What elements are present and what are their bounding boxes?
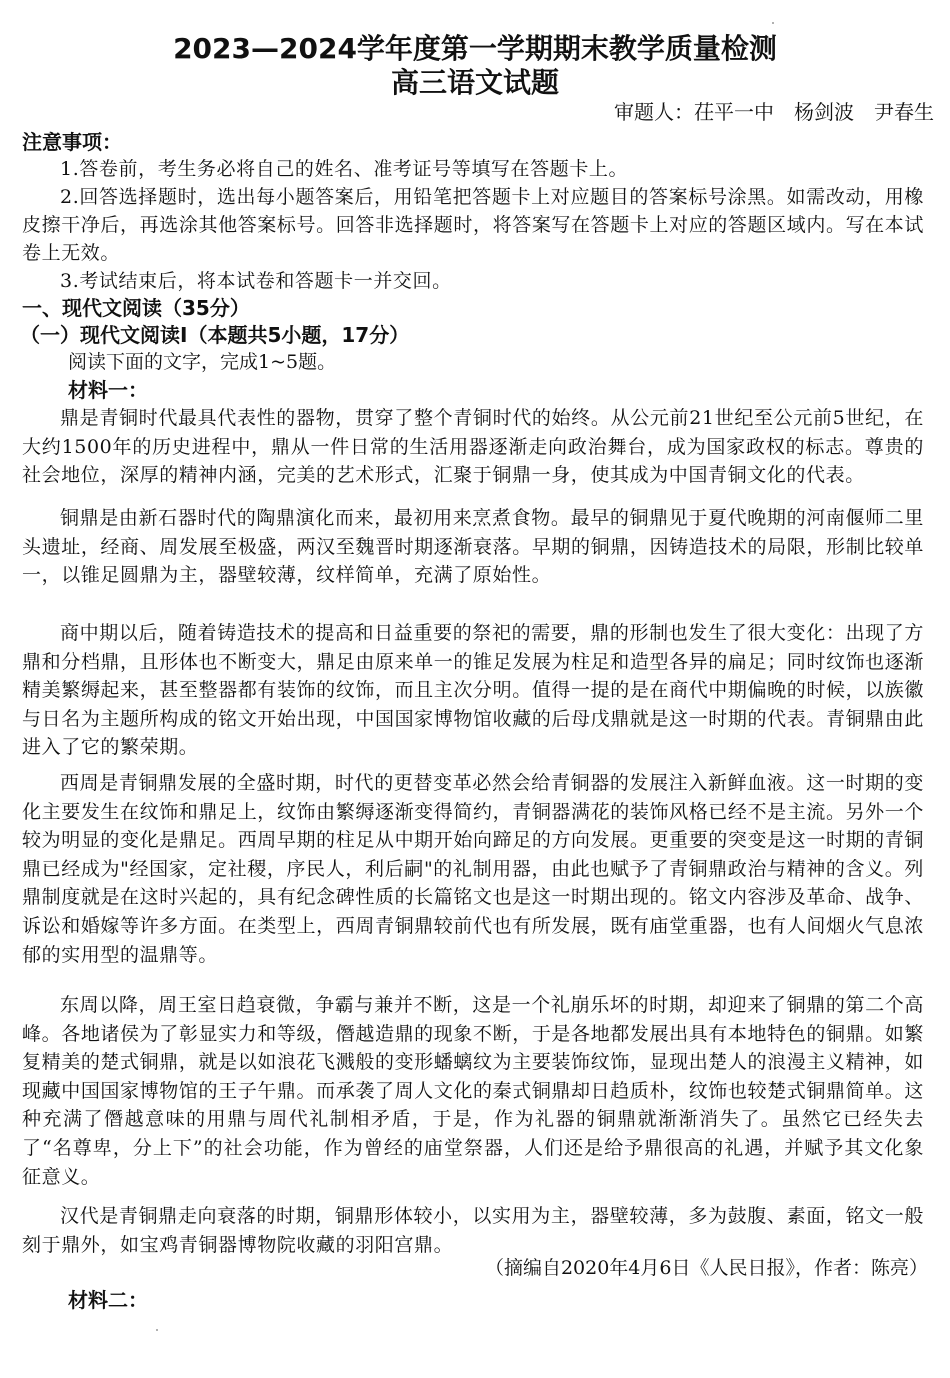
material-paragraph-4: 西周是青铜鼎发展的全盛时期，时代的更替变革必然会给青铜器的发展注入新鲜血液。这一时期的变化主要发生在纹饰和鼎足上，纹饰由繁缛逐渐变得简约，青铜器满花的装饰风格已经不是主流。另外一个较为明显的变化是鼎足。西周早期的柱足从中期开始向蹄足的方向发展。更重要的突变是这一时期的青铜鼎已经成为"经国家，定社稷，序民人，利后嗣"的礼制用器，由此也赋予了青铜鼎政治与精神的含义。列鼎制度就是在这时兴起的，具有纪念碑性质的长篇铭文也是这一时期出现的。铭文内容涉及革命、战争、诉讼和婚嫁等许多方面。在类型上，西周青铜鼎较前代也有所发展，既有庙堂重器，也有人间烟火气息浓郁的实用型的温鼎等。 bbox=[22, 772, 924, 966]
material-paragraph-5: 东周以降，周王室日趋衰微，争霸与兼并不断，这是一个礼崩乐坏的时期，却迎来了铜鼎的第二个高峰。各地诸侯为了彰显实力和等级，僭越造鼎的现象不断，于是各地都发展出具有本地特色的铜鼎。如繁复精美的楚式铜鼎，就是以如浪花飞溅般的变形蟠螭纹为主要装饰纹饰，显现出楚人的浪漫主义精神，如现藏中国国家博物馆的王子午鼎。而承袭了周人文化的秦式铜鼎却日趋质朴，纹饰也较楚式铜鼎简单。这种充满了僭越意味的用鼎与周代礼制相矛盾，于是，作为礼器的铜鼎就渐渐消失了。虽然它已经失去了“名尊卑，分上下”的社会功能，作为曾经的庙堂祭器，人们还是给予鼎很高的礼遇，并赋予其文化象征意义。 bbox=[22, 994, 924, 1188]
notice-item-1: 1.答卷前，考生务必将自己的姓名、准考证号等填写在答题卡上。 bbox=[60, 158, 629, 180]
notice-item-2: 2.回答选择题时，选出每小题答案后，用铅笔把答题卡上对应题目的答案标号涂黑。如需改动，用橡皮擦干净后，再选涂其他答案标号。回答非选择题时，将答案写在答题卡上对应的答题区域内。写在本试卷上无效。 bbox=[22, 186, 924, 264]
source-citation: （摘编自2020年4月6日《人民日报》，作者：陈亮） bbox=[484, 1257, 928, 1279]
reading-instruction: 阅读下面的文字，完成1~5题。 bbox=[68, 351, 337, 373]
reviewers: 审题人：茌平一中 杨剑波 尹春生 bbox=[614, 100, 934, 124]
scan-speck bbox=[772, 22, 774, 24]
material-paragraph-3: 商中期以后，随着铸造技术的提高和日益重要的祭祀的需要，鼎的形制也发生了很大变化：出现了方鼎和分档鼎，且形体也不断变大，鼎足由原来单一的锥足发展为柱足和造型各异的扁足；同时纹饰也逐渐精美繁缛起来，甚至整器都有装饰的纹饰，而且主次分明。值得一提的是在商代中期偏晚的时候，以族徽与日名为主题所构成的铭文开始出现，中国国家博物馆收藏的后母戊鼎就是这一时期的代表。青铜鼎由此进入了它的繁荣期。 bbox=[22, 622, 924, 759]
notice-item-3: 3.考试结束后，将本试卷和答题卡一并交回。 bbox=[60, 270, 452, 292]
exam-title: 2023—2024学年度第一学期期末教学质量检测 bbox=[173, 32, 777, 65]
material-paragraph-6: 汉代是青铜鼎走向衰落的时期，铜鼎形体较小，以实用为主，器壁较薄，多为鼓腹、素面，铭文一般刻于鼎外，如宝鸡青铜器博物院收藏的羽阳宫鼎。 bbox=[22, 1205, 924, 1256]
sub-section-heading: （一）现代文阅读Ⅰ（本题共5小题，17分） bbox=[20, 323, 410, 347]
material-2-label: 材料二： bbox=[68, 1288, 148, 1312]
notice-heading: 注意事项： bbox=[22, 130, 122, 154]
material-1-label: 材料一： bbox=[68, 378, 148, 402]
exam-subtitle: 高三语文试题 bbox=[390, 66, 559, 99]
material-paragraph-1: 鼎是青铜时代最具代表性的器物，贯穿了整个青铜时代的始终。从公元前21世纪至公元前5世纪，在大约1500年的历史进程中，鼎从一件日常的生活用器逐渐走向政治舞台，成为国家政权的标志。尊贵的社会地位，深厚的精神内涵，完美的艺术形式，汇聚于铜鼎一身，使其成为中国青铜文化的代表。 bbox=[22, 407, 924, 487]
scan-speck bbox=[156, 1329, 158, 1331]
section-heading: 一、现代文阅读（35分） bbox=[22, 296, 250, 320]
material-paragraph-2: 铜鼎是由新石器时代的陶鼎演化而来，最初用来烹煮食物。最早的铜鼎见于夏代晚期的河南偃师二里头遗址，经商、周发展至极盛，两汉至魏晋时期逐渐衰落。早期的铜鼎，因铸造技术的局限，形制比较单一，以锥足圆鼎为主，器壁较薄，纹样简单，充满了原始性。 bbox=[22, 507, 924, 587]
